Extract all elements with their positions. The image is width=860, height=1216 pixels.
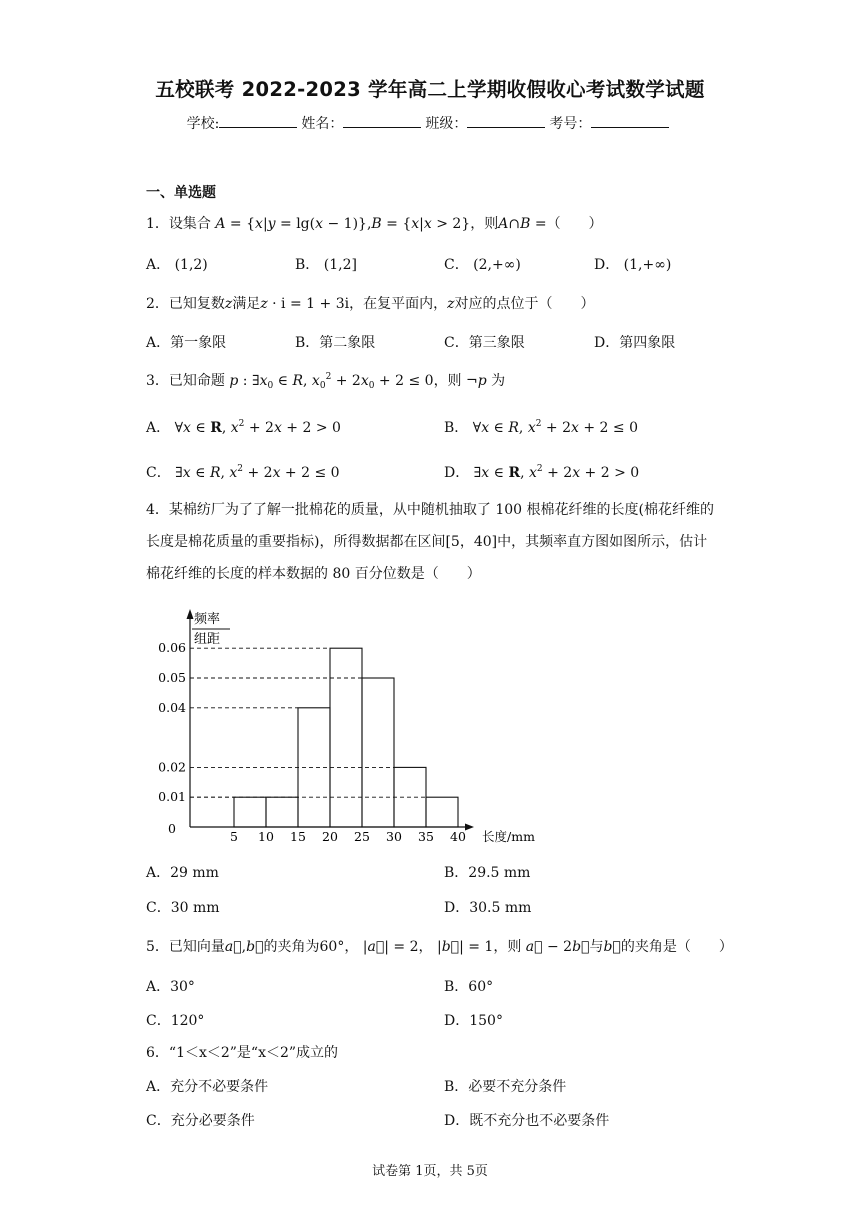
class-label: 班级：: [425, 116, 468, 132]
q5-option-b[interactable]: B．60°: [444, 979, 494, 995]
q5-option-c[interactable]: C．120°: [146, 1013, 205, 1029]
student-info-bar: [0, 113, 860, 133]
school-label: 学校:: [186, 116, 220, 132]
q4-option-a[interactable]: A．29 mm: [146, 865, 219, 881]
x-tick-label: 5: [230, 829, 238, 844]
histogram-bar: [426, 797, 458, 827]
q2-option-d[interactable]: D．第四象限: [594, 335, 676, 351]
page-title: 五校联考 2022-2023 学年高二上学期收假收心考试数学试题: [155, 78, 705, 101]
x-tick-label: 10: [258, 829, 274, 844]
histogram-bar: [362, 678, 394, 827]
question-2: 2．已知复数z满足z · i = 1 + 3i，在复平面内，z对应的点位于（ ）: [146, 296, 595, 312]
number-label: 考号：: [549, 116, 592, 132]
x-tick-label: 30: [386, 829, 402, 844]
question-4: 4．某棉纺厂为了了解一批棉花的质量，从中随机抽取了 100 根棉花纤维的长度(棉花纤维的长度是棉花质量的重要指标)，所得数据都在区间[5，40]中，其频率直方图如图所示，估计棉花纤维的长度的样本数据的 80 百分位数是（ ）: [146, 502, 714, 582]
q2-option-c[interactable]: C．第三象限: [444, 335, 525, 351]
q1-option-d[interactable]: D． (1,+∞): [594, 257, 672, 273]
question-1: 1．设集合 A = {x|y = lg(x − 1)},B = {x|x > 2}，则A∩B =（ ）: [146, 216, 603, 232]
number-blank: [591, 113, 669, 128]
x-tick-label: 35: [418, 829, 434, 844]
y-tick-label: 0.05: [158, 670, 186, 685]
q4-option-b[interactable]: B．29.5 mm: [444, 865, 531, 881]
x-axis-label: 长度/mm: [482, 829, 535, 844]
question-5: 5．已知向量a⃗,b⃗的夹角为60°， |a⃗| = 2， |b⃗| = 1，则 a⃗ − 2b⃗与b⃗的夹角是（ ）: [146, 939, 733, 955]
question-3: 3．已知命题 p : $\exists x_0$ ∈ R, $x_0^2 + 2x_0 + 2 \le 0$，则 ¬p 为: [146, 372, 506, 391]
q1-option-a[interactable]: A． (1,2): [146, 257, 208, 273]
q6-option-c[interactable]: C．充分必要条件: [146, 1113, 255, 1129]
y-tick-label: 0.02: [158, 759, 186, 775]
histogram-bar: [330, 648, 362, 827]
x-tick-label: 25: [354, 829, 370, 844]
x-tick-label: 40: [450, 829, 466, 844]
q1-option-b[interactable]: B． (1,2]: [295, 257, 357, 273]
name-blank: [343, 113, 421, 128]
name-label: 姓名：: [301, 116, 344, 132]
school-blank: [219, 113, 297, 128]
q6-option-b[interactable]: B．必要不充分条件: [444, 1079, 567, 1095]
page-footer: 试卷第 1页，共 5页: [372, 1164, 488, 1179]
y-axis-label-bottom: 组距: [194, 632, 221, 647]
q2-option-a[interactable]: A．第一象限: [146, 335, 227, 351]
origin-label: 0: [168, 821, 176, 836]
x-tick-label: 20: [322, 829, 338, 844]
question-6: 6．“1＜x＜2”是“x＜2”成立的: [146, 1045, 339, 1061]
class-blank: [467, 113, 545, 128]
q1-option-c[interactable]: C． (2,+∞): [444, 257, 521, 273]
y-axis-label-top: 频率: [194, 612, 221, 627]
histogram-bar: [266, 797, 298, 827]
q5-option-d[interactable]: D．150°: [444, 1013, 503, 1029]
q6-option-a[interactable]: A．充分不必要条件: [146, 1079, 269, 1095]
x-tick-label: 15: [290, 829, 306, 844]
y-axis-arrow: [187, 609, 194, 619]
q5-option-a[interactable]: A．30°: [146, 979, 195, 995]
y-tick-label: 0.04: [158, 699, 186, 715]
q2-option-b[interactable]: B．第二象限: [295, 335, 376, 351]
q4-option-d[interactable]: D．30.5 mm: [444, 900, 532, 916]
q4-option-c[interactable]: C．30 mm: [146, 900, 220, 916]
q3-option-d[interactable]: D． ∃x ∈ R, $x^2 + 2x + 2 > 0$: [444, 464, 640, 481]
q3-option-a[interactable]: A． ∀x ∈ R, $x^2 + 2x + 2 > 0$: [146, 419, 341, 436]
q3-option-b[interactable]: B． ∀x ∈ R, $x^2 + 2x + 2 \le 0$: [444, 419, 638, 436]
q6-option-d[interactable]: D．既不充分也不必要条件: [444, 1113, 610, 1129]
y-tick-label: 0.01: [158, 789, 186, 805]
histogram-bar: [234, 797, 266, 827]
section-heading: 一、单选题: [146, 185, 216, 201]
x-axis-arrow: [465, 824, 474, 831]
y-tick-label: 0.06: [158, 640, 186, 656]
frequency-histogram: [140, 605, 540, 855]
q3-option-c[interactable]: C． ∃x ∈ R, $x^2 + 2x + 2 \le 0$: [146, 464, 340, 481]
